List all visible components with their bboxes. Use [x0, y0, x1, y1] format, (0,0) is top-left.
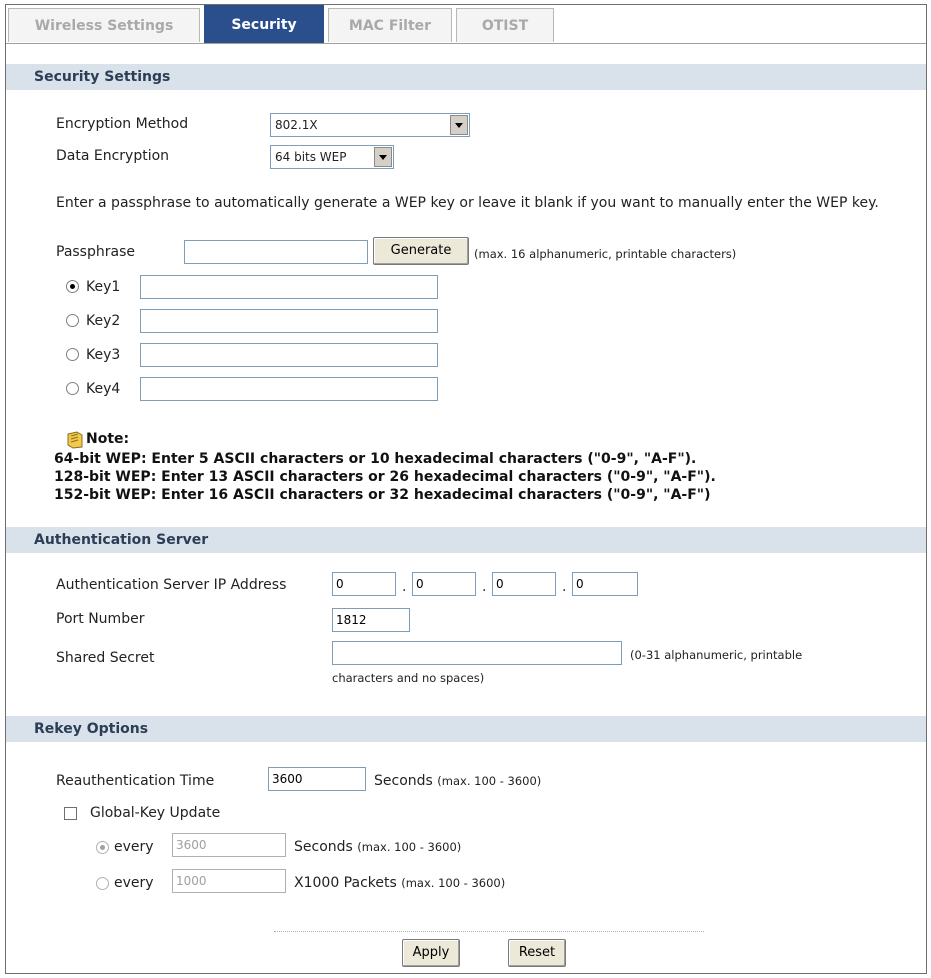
reauth-time-input[interactable]: 3600: [268, 767, 366, 791]
key3-label: Key3: [86, 347, 121, 363]
key2-radio[interactable]: [66, 314, 79, 327]
tab-otist[interactable]: OTIST: [456, 8, 554, 42]
every-seconds-input[interactable]: 3600: [172, 833, 286, 857]
ip-separator: .: [402, 579, 407, 595]
ip-separator: .: [562, 579, 567, 595]
encryption-method-label: Encryption Method: [56, 116, 189, 132]
every-packets-input[interactable]: 1000: [172, 869, 286, 893]
every-seconds-label: every: [114, 839, 154, 855]
tab-bar: [6, 5, 926, 44]
shared-secret-input[interactable]: [332, 641, 622, 665]
every-seconds-unit: [294, 839, 461, 855]
encryption-method-value: 802.1X: [275, 118, 318, 132]
reauth-time-label: Reauthentication Time: [56, 773, 215, 789]
passphrase-hint: (max. 16 alphanumeric, printable characters): [474, 247, 737, 261]
tab-security[interactable]: Security: [204, 5, 324, 43]
every-packets-unit: [294, 875, 505, 891]
tab-mac-filter[interactable]: MAC Filter: [328, 8, 452, 42]
reauth-unit-text: Seconds: [374, 773, 433, 789]
chevron-down-icon[interactable]: [374, 147, 392, 167]
reset-button[interactable]: Reset: [508, 939, 566, 967]
every-packets-radio[interactable]: [96, 877, 109, 890]
section-header-security-settings: Security Settings: [6, 64, 926, 90]
shared-secret-hint-2: characters and no spaces): [332, 671, 485, 685]
chevron-down-icon[interactable]: [450, 115, 468, 135]
encryption-method-select[interactable]: [270, 113, 470, 137]
reauth-time-unit: [374, 773, 541, 789]
ip-octet-2-input[interactable]: 0: [412, 572, 476, 596]
passphrase-input[interactable]: [184, 240, 368, 264]
every-seconds-unit-text: Seconds: [294, 839, 353, 855]
key2-label: Key2: [86, 313, 121, 329]
port-number-label: Port Number: [56, 611, 145, 627]
note-line-152: 152-bit WEP: Enter 16 ASCII characters or 32 hexadecimal characters ("0-9", "A-F"): [54, 487, 711, 503]
ip-separator: .: [482, 579, 487, 595]
shared-secret-hint: (0-31 alphanumeric, printable: [630, 648, 803, 662]
ip-octet-4-input[interactable]: 0: [572, 572, 638, 596]
every-seconds-radio[interactable]: [96, 841, 109, 854]
section-header-authentication-server: Authentication Server: [6, 527, 926, 553]
every-packets-unit-text: X1000 Packets: [294, 875, 397, 891]
apply-button[interactable]: Apply: [402, 939, 460, 967]
key4-input[interactable]: [140, 377, 438, 401]
note-title: Note:: [86, 431, 130, 447]
reauth-hint: (max. 100 - 3600): [437, 774, 542, 788]
key3-input[interactable]: [140, 343, 438, 367]
security-panel: [5, 4, 927, 974]
global-key-update-checkbox[interactable]: [64, 807, 77, 820]
key1-label: Key1: [86, 279, 121, 295]
note-line-64: 64-bit WEP: Enter 5 ASCII characters or 10 hexadecimal characters ("0-9", "A-F").: [54, 451, 697, 467]
ip-octet-1-input[interactable]: 0: [332, 572, 396, 596]
every-packets-hint: (max. 100 - 3600): [401, 876, 506, 890]
key3-radio[interactable]: [66, 348, 79, 361]
note-line-128: 128-bit WEP: Enter 13 ASCII characters or 26 hexadecimal characters ("0-9", "A-F").: [54, 469, 716, 485]
data-encryption-label: Data Encryption: [56, 148, 170, 164]
section-header-rekey-options: Rekey Options: [6, 716, 926, 742]
every-seconds-hint: (max. 100 - 3600): [357, 840, 462, 854]
note-icon: [66, 431, 84, 449]
data-encryption-value: 64 bits WEP: [275, 150, 347, 164]
key4-radio[interactable]: [66, 382, 79, 395]
actions-divider: [274, 931, 704, 932]
port-number-input[interactable]: 1812: [332, 608, 410, 632]
auth-server-ip-label: Authentication Server IP Address: [56, 577, 287, 593]
key2-input[interactable]: [140, 309, 438, 333]
every-packets-label: every: [114, 875, 154, 891]
ip-octet-3-input[interactable]: 0: [492, 572, 556, 596]
passphrase-label: Passphrase: [56, 244, 135, 260]
data-encryption-select[interactable]: [270, 145, 394, 169]
generate-button[interactable]: Generate: [373, 237, 469, 265]
key1-input[interactable]: [140, 275, 438, 299]
tab-wireless-settings[interactable]: Wireless Settings: [8, 8, 200, 42]
global-key-update-label: Global-Key Update: [90, 805, 221, 821]
key1-radio[interactable]: [66, 280, 79, 293]
passphrase-instructions: Enter a passphrase to automatically generate a WEP key or leave it blank if you want to manually enter the WEP key.: [56, 195, 879, 211]
key4-label: Key4: [86, 381, 121, 397]
shared-secret-label: Shared Secret: [56, 650, 155, 666]
